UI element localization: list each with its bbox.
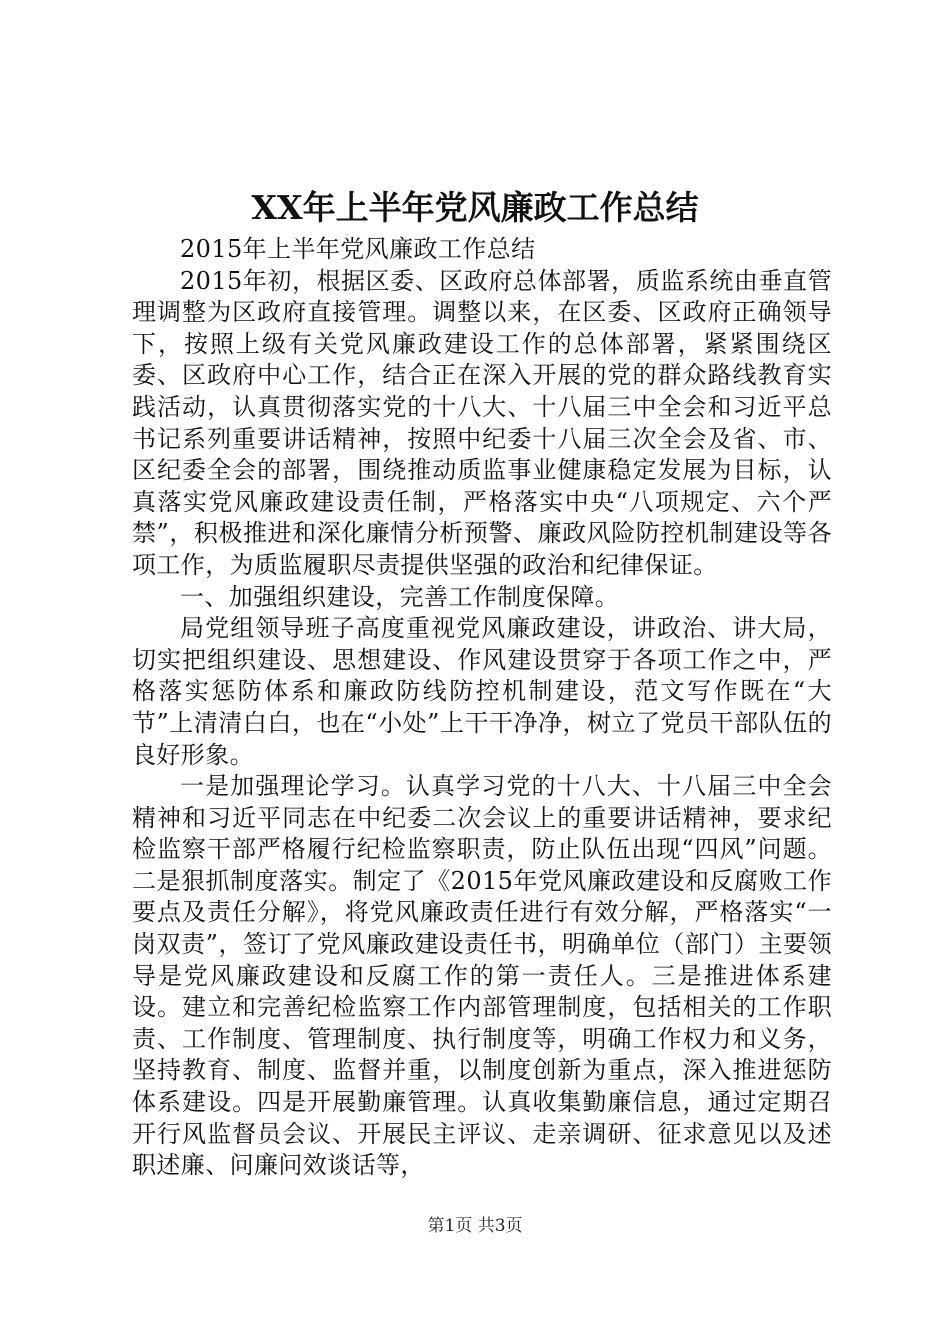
paragraph-section-heading: 一、加强组织建设，完善工作制度保障。 (180, 582, 620, 611)
document-body (132, 234, 832, 1182)
paragraph-measures: 一是加强理论学习。认真学习党的十八大、十八届三中全会精神和习近平同志在中纪委二次会议上的重要讲话精神，要求纪检监察干部严格履行纪检监察职责，防止队伍出现“四风”问题。二是狠抓制度落实。制定了《2015年党风廉政建设和反腐败工作要点及责任分解》，将党风廉政责任进行有效分解，严格落实“一岗双责”，签订了党风廉政建设责任书，明确单位（部门）主要领导是党风廉政建设和反腐工作的第一责任人。三是推进体系建设。建立和完善纪检监察工作内部管理制度，包括相关的工作职责、工作制度、管理制度、执行制度等，明确工作权力和义务，坚持教育、制度、监督并重，以制度创新为重点，深入推进惩防体系建设。四是开展勤廉管理。认真收集勤廉信息，通过定期召开行风监督员会议、开展民主评议、走亲调研、征求意见以及述职述廉、问廉问效谈话等， (132, 772, 832, 1180)
document-title: XX年上半年党风廉政工作总结 (251, 188, 699, 227)
paragraph-subtitle: 2015年上半年党风廉政工作总结 (180, 235, 536, 263)
page-number-footer: 第1页 共3页 (427, 1216, 523, 1236)
paragraph-intro: 2015年初，根据区委、区政府总体部署，质监系统由垂直管理调整为区政府直接管理。调整以来，在区委、区政府正确领导下，按照上级有关党风廉政建设工作的总体部署，紧紧围绕区委、区政府中心工作，结合正在深入开展的党的群众路线教育实践活动，认真贯彻落实党的十八大、十八届三中全会和习近平总书记系列重要讲话精神，按照中纪委十八届三次全会及省、市、区纪委全会的部署，围绕推动质监事业健康稳定发展为目标，认真落实党风廉政建设责任制，严格落实中央“八项规定、六个严禁”，积极推进和深化廉情分析预警、廉政风险防控机制建设等各项工作，为质监履职尽责提供坚强的政治和纪律保证。 (132, 266, 832, 579)
paragraph-leadership: 局党组领导班子高度重视党风廉政建设，讲政治、讲大局，切实把组织建设、思想建设、作风建设贯穿于各项工作之中，严格落实惩防体系和廉政防线防控机制建设，范文写作既在“大节”上清清白白，也在“小处”上干干净净，树立了党员干部队伍的良好形象。 (132, 614, 832, 769)
